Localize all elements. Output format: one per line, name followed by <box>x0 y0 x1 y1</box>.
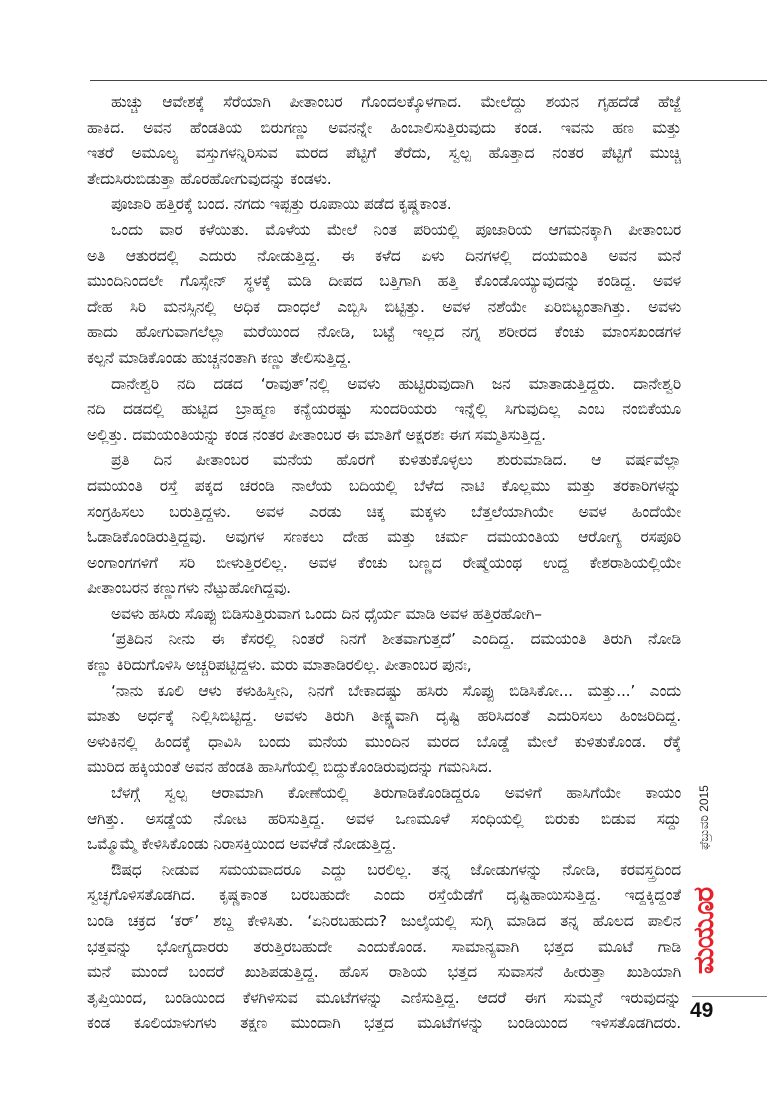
text-line: ಬೆಳಗ್ಗೆ ಸ್ವಲ್ಪ ಆರಾಮಾಗಿ ಕೋಣೆಯಲ್ಲಿ ತಿರುಗಾಡಿಕೊಂಡಿದ್ದರೂ ಅವಳಿಗೆ ಹಾಸಿಗೆಯೇ ಕಾಯಂ <box>111 784 681 803</box>
magazine-logo <box>687 883 721 979</box>
text-line: ಬಂಡಿ ಚಕ್ರದ ‘ಕರ್’ ಶಬ್ದ ಕೇಳಿಸಿತು. ‘ಏನಿರಬಹುದು? ಜುಲೈಯಲ್ಲಿ ಸುಗ್ಗಿ ಮಾಡಿದ ತನ್ನ ಹೊಲದ ಪಾಲಿನ <box>87 912 681 930</box>
header-rule <box>90 80 767 81</box>
text-line: ಸ್ವಚ್ಛಗೊಳಿಸತೊಡಗಿದ. ಕೃಷ್ಣಕಾಂತ ಬರಬಹುದೇ ಎಂದು ರಸ್ತೆಯೆಡೆಗೆ ದೃಷ್ಟಿಹಾಯಿಸುತ್ತಿದ್ದ. ಇದ್ದಕ್ಕಿದ್ದಂತೆ <box>87 886 681 905</box>
text-line: ಔಷಧ ನೀಡುವ ಸಮಯವಾದರೂ ಎದ್ದು ಬರಲಿಲ್ಲ. ತನ್ನ ಜೋಡುಗಳನ್ನು ನೋಡಿ, ಕರವಸ್ತ್ರದಿಂದ <box>111 860 681 879</box>
page-number: 49 <box>690 999 714 1022</box>
text-line: ಮುಂದಿನಿಂದಲೇ ಗೊಸ್ಸೇನ್ ಸ್ಥಳಕ್ಕೆ ಮಡಿ ದೀಪದ ಬತ್ತಿಗಾಗಿ ಹತ್ತಿ ಕೊಂಡೊಯ್ಯುವುದನ್ನು ಕಂಡಿದ್ದ. ಅವಳ <box>87 272 681 291</box>
text-line: ಅತಿ ಆತುರದಲ್ಲಿ ಎದುರು ನೋಡುತ್ತಿದ್ದ. ಈ ಕಳೆದ ಏಳು ದಿನಗಳಲ್ಲಿ ದಯಮಂತಿ ಅವನ ಮನೆ <box>87 246 681 265</box>
text-line: ದಾನೇಶ್ವರಿ ನದಿ ದಡದ ‘ರಾವುತ್’ನಲ್ಲಿ ಅವಳು ಹುಟ್ಟಿರುವುದಾಗಿ ಜನ ಮಾತಾಡುತ್ತಿದ್ದರು. ದಾನೇಶ್ವರಿ <box>111 374 681 393</box>
text-line: ಅಳುಕಿನಲ್ಲಿ ಹಿಂದಕ್ಕೆ ಧಾವಿಸಿ ಬಂದು ಮನೆಯ ಮುಂದಿನ ಮರದ ಬೊಡ್ಡೆ ಮೇಲೆ ಕುಳಿತುಕೊಂಡ. ರೆಕ್ಕೆ <box>87 732 681 751</box>
text-line: ದಮಯಂತಿ ರಸ್ತೆ ಪಕ್ಕದ ಚರಂಡಿ ನಾಲೆಯ ಬದಿಯಲ್ಲಿ ಬೆಳೆದ ನಾಟಿ ಕೊಲ್ಲಮು ಮತ್ತು ತರಕಾರಿಗಳನ್ನು <box>87 476 681 495</box>
text-line: ಸಂಗ್ರಹಿಸಲು ಬರುತ್ತಿದ್ದಳು. ಅವಳ ಎರಡು ಚಿಕ್ಕ ಮಕ್ಕಳು ಬೆತ್ತಲೆಯಾಗಿಯೇ ಅವಳ ಹಿಂದೆಯೇ <box>87 502 681 521</box>
text-line: ‘ನಾನು ಕೂಲಿ ಆಳು ಕಳುಹಿಸ್ತೀನಿ, ನಿನಗೆ ಬೇಕಾದಷ್ಟು ಹಸಿರು ಸೊಪ್ಪು ಬಿಡಿಸಿಕೋ... ಮತ್ತು...’ ಎಂದು <box>111 681 681 700</box>
text-line: ಪ್ರತಿ ದಿನ ಪೀತಾಂಬರ ಮನೆಯ ಹೊರಗೆ ಕುಳಿತುಕೊಳ್ಳಲು ಶುರುಮಾಡಿದ. ಆ ವರ್ಷವೆಲ್ಲಾ <box>111 451 681 470</box>
text-line: ಕಲ್ಪನೆ ಮಾಡಿಕೊಂಡು ಹುಚ್ಚನಂತಾಗಿ ಕಣ್ಣು ತೇಲಿಸುತ್ತಿದ್ದ. <box>87 348 352 367</box>
text-line: ಒಮ್ಮೊಮ್ಮೆ ಕೇಳಿಸಿಕೊಂಡು ನಿರಾಸಕ್ತಿಯಿಂದ ಅವಳೆಡೆ ನೋಡುತ್ತಿದ್ದ. <box>87 835 397 854</box>
text-line: ಓಡಾಡಿಕೊಂಡಿರುತ್ತಿದ್ದವು. ಅವುಗಳ ಸಣಕಲು ದೇಹ ಮತ್ತು ಚರ್ಮ ದಮಯಂತಿಯ ಆರೋಗ್ಯ ರಸಪೂರಿ <box>87 528 681 547</box>
text-line: ಒಂದು ವಾರ ಕಳೆಯಿತು. ಮೊಳೆಯ ಮೇಲೆ ನಿಂತ ಪರಿಯಲ್ಲಿ ಪೂಜಾರಿಯ ಆಗಮನಕ್ಕಾಗಿ ಪೀತಾಂಬರ <box>111 220 681 239</box>
footer-rule <box>692 996 767 997</box>
text-line: ನದಿ ದಡದಲ್ಲಿ ಹುಟ್ಟಿದ ಬ್ರಾಹ್ಮಣ ಕನ್ಯೆಯರಷ್ಟು ಸುಂದರಿಯರು ಇನ್ನೆಲ್ಲಿ ಸಿಗುವುದಿಲ್ಲ ಎಂಬ ನಂಬಿಕೆಯೂ <box>87 400 681 419</box>
issue-date-text: ಫೆಬ್ರುವರಿ 2015 <box>696 785 711 850</box>
text-line: ಆಗಿತ್ತು. ಅಸಡ್ಡೆಯ ನೋಟ ಹರಿಸುತ್ತಿದ್ದ. ಅವಳ ಒಣಮೂಳೆ ಸಂಧಿಯಲ್ಲಿ ಬಿರುಕು ಬಿಡುವ ಸದ್ದು <box>87 809 681 828</box>
text-line: ಕಂಡ ಕೂಲಿಯಾಳುಗಳು ತಕ್ಷಣ ಮುಂದಾಗಿ ಭತ್ತದ ಮೂಟೆಗಳನ್ನು ಬಂಡಿಯಿಂದ ಇಳಿಸತೊಡಗಿದರು. <box>87 1014 681 1033</box>
magazine-logo-text: ಮಯೂರ <box>687 887 721 975</box>
text-line: ತೇದುಸಿರುಬಿಡುತ್ತಾ ಹೊರಹೋಗುವುದನ್ನು ಕಂಡಳು. <box>87 169 332 188</box>
text-line: ಹಾದು ಹೋಗುವಾಗಲೆಲ್ಲಾ ಮರೆಯಿಂದ ನೋಡಿ, ಬಟ್ಟೆ ಇಲ್ಲದ ನಗ್ನ ಶರೀರದ ಕೆಂಚು ಮಾಂಸಖಂಡಗಳ <box>87 323 681 342</box>
text-line: ಪೀತಾಂಬರನ ಕಣ್ಣುಗಳು ನೆಟ್ಟುಹೋಗಿದ್ದವು. <box>87 579 291 598</box>
text-line: ಮನೆ ಮುಂದೆ ಬಂದರೆ ಖುಶಿಪಡುತ್ತಿದ್ದ. ಹೊಸ ರಾಶಿಯ ಭತ್ತದ ಸುವಾಸನೆ ಹೀರುತ್ತಾ ಖುಶಿಯಾಗಿ <box>87 963 681 982</box>
text-line: ಮುರಿದ ಹಕ್ಕಿಯಂತೆ ಅವನ ಹೆಂಡತಿ ಹಾಸಿಗೆಯಲ್ಲಿ ಬಿದ್ದುಕೊಂಡಿರುವುದನ್ನು ಗಮನಿಸಿದ. <box>87 758 493 777</box>
text-line: ಮಾತು ಅರ್ಧಕ್ಕೆ ನಿಲ್ಲಿಸಿಬಿಟ್ಟಿದ್ದ. ಅವಳು ತಿರುಗಿ ತೀಕ್ಷ್ಣವಾಗಿ ದೃಷ್ಟಿ ಹರಿಸಿದಂತೆ ಎದುರಿಸಲು ಹಿಂಜರಿದಿದ್ದ. <box>87 707 681 726</box>
text-line: ಕಣ್ಣು ಕಿರಿದುಗೊಳಿಸಿ ಅಚ್ಚರಿಪಟ್ಟಿದ್ದಳು. ಮರು ಮಾತಾಡಿರಲಿಲ್ಲ. ಪೀತಾಂಬರ ಪುನಃ, <box>87 656 472 675</box>
page-margin <box>684 765 724 985</box>
text-line: ಹಾಕಿದ. ಅವನ ಹೆಂಡತಿಯ ಬಿರುಗಣ್ಣು ಅವನನ್ನೇ ಹಿಂಬಾಲಿಸುತ್ತಿರುವುದು ಕಂಡ. ಇವನು ಹಣ ಮತ್ತು <box>87 118 681 137</box>
article-body <box>87 90 681 1037</box>
text-line: ತೃಪ್ತಿಯಿಂದ, ಬಂಡಿಯಿಂದ ಕೆಳಗಿಳಿಸುವ ಮೂಟೆಗಳನ್ನು ಎಣಿಸುತ್ತಿದ್ದ. ಆದರೆ ಈಗ ಸುಮ್ಮನೆ ಇರುವುದನ್ನು <box>87 988 681 1007</box>
text-line: ಅಲ್ಲಿತ್ತು. ದಮಯಂತಿಯನ್ನು ಕಂಡ ನಂತರ ಪೀತಾಂಬರ ಈ ಮಾತಿಗೆ ಅಕ್ಷರಶಃ ಈಗ ಸಮ್ಮತಿಸುತ್ತಿದ್ದ. <box>87 425 546 444</box>
issue-date <box>694 765 714 870</box>
text-line: ಅವಳು ಹಸಿರು ಸೊಪ್ಪು ಬಿಡಿಸುತ್ತಿರುವಾಗ ಒಂದು ದಿನ ಧೈರ್ಯ ಮಾಡಿ ಅವಳ ಹತ್ತಿರಹೋಗಿ– <box>111 604 542 623</box>
text-line: ಅಂಗಾಂಗಗಳಿಗೆ ಸರಿ ಬೀಳುತ್ತಿರಲಿಲ್ಲ. ಅವಳ ಕೆಂಚು ಬಣ್ಣದ ರೇಷ್ಮೆಯಂಥ ಉದ್ದ ಕೇಶರಾಶಿಯಲ್ಲಿಯೇ <box>87 553 681 572</box>
text-line: ಭತ್ತವನ್ನು ಭೋಗ್ಯದಾರರು ತರುತ್ತಿರಬಹುದೇ ಎಂದುಕೊಂಡ. ಸಾಮಾನ್ಯವಾಗಿ ಭತ್ತದ ಮೂಟೆ ಗಾಡಿ <box>87 937 681 956</box>
text-line: ಹುಚ್ಚು ಆವೇಶಕ್ಕೆ ಸೆರೆಯಾಗಿ ಪೀತಾಂಬರ ಗೊಂದಲಕ್ಕೊಳಗಾದ. ಮೇಲೆದ್ದು ಶಯನ ಗೃಹದೆಡೆ ಹೆಜ್ಜೆ <box>111 93 681 111</box>
text-line: ದೇಹ ಸಿರಿ ಮನಸ್ಸಿನಲ್ಲಿ ಅಧಿಕ ದಾಂಧಲೆ ಎಬ್ಬಿಸಿ ಬಿಟ್ಟಿತ್ತು. ಅವಳ ನಶೆಯೇ ಏರಿಬಿಟ್ಟಂತಾಗಿತ್ತು. ಅವಳು <box>87 297 681 316</box>
text-line: ‘ಪ್ರತಿದಿನ ನೀನು ಈ ಕೆಸರಲ್ಲಿ ನಿಂತರೆ ನಿನಗೆ ಶೀತವಾಗುತ್ತದೆ’ ಎಂದಿದ್ದ. ದಮಯಂತಿ ತಿರುಗಿ ನೋಡಿ <box>111 630 681 649</box>
text-line: ಇತರೆ ಅಮೂಲ್ಯ ವಸ್ತುಗಳನ್ನಿರಿಸುವ ಮರದ ಪೆಟ್ಟಿಗೆ ತೆರೆದು, ಸ್ವಲ್ಪ ಹೊತ್ತಾದ ನಂತರ ಪೆಟ್ಟಿಗೆ ಮುಚ್ಚಿ <box>87 144 681 163</box>
text-line: ಪೂಜಾರಿ ಹತ್ತಿರಕ್ಕೆ ಬಂದ. ನಗದು ಇಪ್ಪತ್ತು ರೂಪಾಯಿ ಪಡೆದ ಕೃಷ್ಣಕಾಂತ. <box>111 195 452 214</box>
